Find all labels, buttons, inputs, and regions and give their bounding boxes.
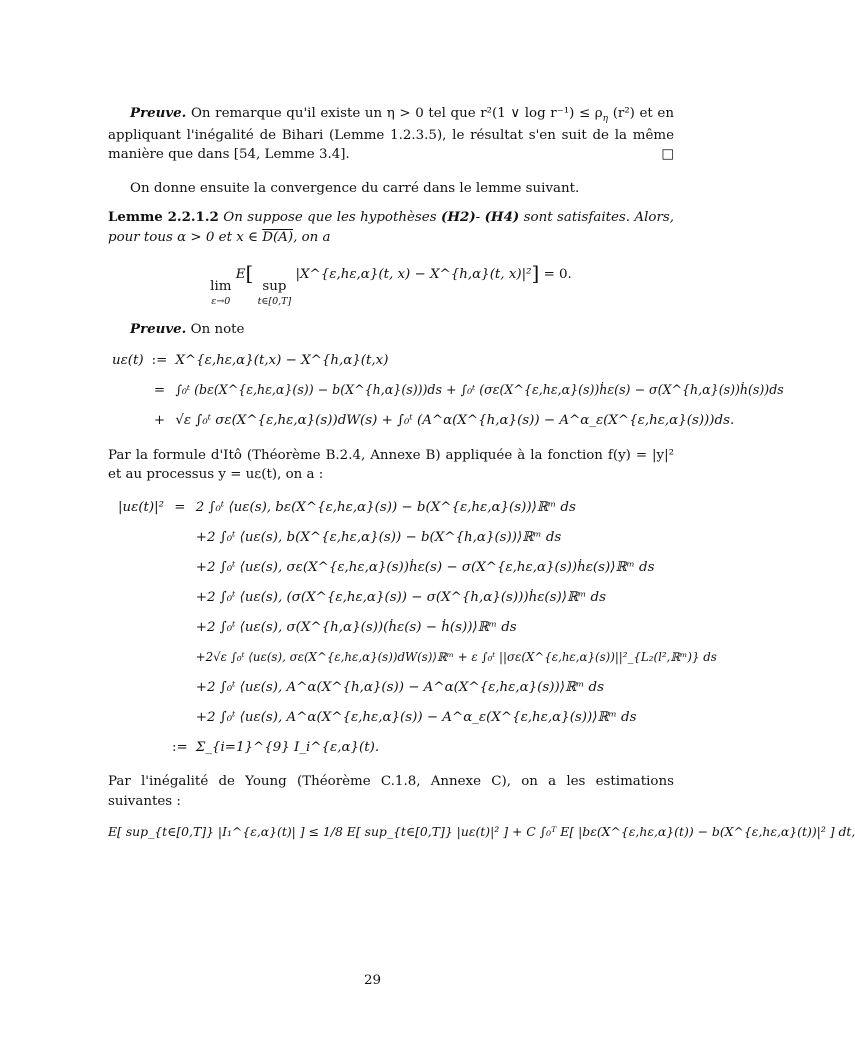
young-estimate-equation: E[ sup_{t∈[0,T]} |I₁^{ε,α}(t)| ] ≤ 1/8 E[ sup_{t∈[0,T]} |uε(t)|² ] + C ∫₀ᵀ E[ |bε(X^{ε,hε,α}(t)) − b(X^{ε,hε,α}(t))|² ] dt, <box>108 824 855 840</box>
ito-expansion-equation <box>108 492 721 762</box>
hypothesis-h4: (H4) <box>484 209 520 226</box>
def-line-3: √ε ∫₀ᵗ σε(X^{ε,hε,α}(s))dW(s) + ∫₀ᵗ (A^α(X^{h,α}(s)) − A^α_ε(X^{ε,hε,α}(s)))ds. <box>175 412 735 428</box>
ito-sum: Σ_{i=1}^{9} I_i^{ε,α}(t). <box>195 739 380 755</box>
proof-text-a: On remarque qu'il existe un η > 0 tel que r²(1 ∨ log r⁻¹) ≤ ρ <box>190 106 603 121</box>
lemma-display-rhs: = 0. <box>543 267 572 283</box>
proof-label-2: Preuve. <box>130 321 187 338</box>
ito-term-8: +2 ∫₀ᵗ ⟨uε(s), A^α(X^{ε,hε,α}(s)) − A^α_ε(X^{ε,hε,α}(s))⟩ℝᵐ ds <box>195 709 637 725</box>
page-body <box>108 104 855 841</box>
ito-lhs: |uε(t)|² <box>118 499 165 515</box>
intro-paragraph: On donne ensuite la convergence du carré dans le lemme suivant. <box>130 180 580 196</box>
sup-operator: sup <box>262 279 287 295</box>
def-operator: := <box>151 352 168 368</box>
lemma-statement <box>108 208 674 247</box>
proof-paragraph-2 <box>108 320 674 339</box>
hypothesis-h2: (H2) <box>441 209 476 226</box>
lemma-display-equation: lim ε→0 E[ sup t∈[0,T] |X^{ε,hε,α}(t, x) − X^{h,α}(t, x)|²] = 0. <box>210 261 572 307</box>
domain-closure: D(A) <box>262 229 294 245</box>
proof-text-2: On note <box>190 322 245 338</box>
ito-term-5: +2 ∫₀ᵗ ⟨uε(s), σ(X^{h,α}(s))(ḣε(s) − ḣ(s))⟩ℝᵐ ds <box>195 619 517 635</box>
expectation-symbol: E <box>235 267 246 283</box>
sum-def-operator: := <box>172 739 188 755</box>
sup-subscript: t∈[0,T] <box>257 295 292 307</box>
lim-operator: lim <box>210 279 232 295</box>
lemma-label: Lemme 2.2.1.2 <box>108 209 219 226</box>
lemma-text-c: , on a <box>293 229 331 245</box>
qed-symbol: □ <box>661 147 674 163</box>
u-lhs: uε(t) <box>112 352 144 368</box>
lemma-display-body: |X^{ε,hε,α}(t, x) − X^{h,α}(t, x)|² <box>295 267 532 283</box>
ito-term-7: +2 ∫₀ᵗ ⟨uε(s), A^α(X^{h,α}(s)) − A^α(X^{ε,hε,α}(s))⟩ℝᵐ ds <box>195 679 604 695</box>
young-paragraph: Par l'inégalité de Young (Théorème C.1.8, Annexe C), on a les estimations suivantes : <box>108 774 674 809</box>
ito-term-4: +2 ∫₀ᵗ ⟨uε(s), (σ(X^{ε,hε,α}(s)) − σ(X^{h,α}(s)))ḣε(s)⟩ℝᵐ ds <box>195 589 606 605</box>
lim-subscript: ε→0 <box>211 295 231 307</box>
proof-text-b: (r²) et en appliquant l'inégalité de Bihari (Lemme 1.2.3.5), le résultat s'en suit de la même manière que dans [54, Lemme 3.4]. <box>108 106 674 163</box>
proof-label: Preuve. <box>130 105 187 121</box>
proof-paragraph-1: Preuve. On remarque qu'il existe un η > 0 tel que r²(1 ∨ $\log r^{-1}) \le \rho_\eta$ (r²) et en appliquant l'inégalité de Bihari (Lemme 1.2.3.5), le résultat s'en suit de la même manière que dans [54, Lemme 3.4]. □ <box>108 104 674 165</box>
lemma-text-b: sont satisfaites. Alors, pour tous α > 0 et x ∈ <box>108 210 674 245</box>
lemma-dash: - <box>475 210 481 226</box>
ito-term-6: +2√ε ∫₀ᵗ ⟨uε(s), σε(X^{ε,hε,α}(s))dW(s)⟩ℝᵐ + ε ∫₀ᵗ ||σε(X^{ε,hε,α}(s))||²_{L₂(l²,ℝᵐ)} ds <box>195 649 717 664</box>
ito-paragraph: Par la formule d'Itô (Théorème B.2.4, Annexe B) appliquée à la fonction f(y) = |y|² et au processus y = uε(t), on a : <box>108 447 674 483</box>
definition-u-equation <box>108 346 788 436</box>
plus-operator: + <box>153 412 166 428</box>
def-line-2: ∫₀ᵗ (bε(X^{ε,hε,α}(s)) − b(X^{h,α}(s)))ds + ∫₀ᵗ (σε(X^{ε,hε,α}(s))ḣε(s) − σ(X^{h,α}(s))ḣ(s))ds <box>175 382 784 398</box>
ito-eq-operator: = <box>174 499 186 515</box>
eq-operator: = <box>153 382 166 398</box>
ito-term-1: 2 ∫₀ᵗ ⟨uε(s), bε(X^{ε,hε,α}(s)) − b(X^{ε,hε,α}(s))⟩ℝᵐ ds <box>195 499 576 515</box>
ito-term-2: +2 ∫₀ᵗ ⟨uε(s), b(X^{ε,hε,α}(s)) − b(X^{h,α}(s))⟩ℝᵐ ds <box>195 529 562 545</box>
page-number: 29 <box>363 973 382 988</box>
ito-term-3: +2 ∫₀ᵗ ⟨uε(s), σε(X^{ε,hε,α}(s))ḣε(s) − σ(X^{ε,hε,α}(s))ḣε(s)⟩ℝᵐ ds <box>195 559 655 575</box>
lemma-text-a: On suppose que les hypothèses <box>223 210 437 226</box>
def-line-1: X^{ε,hε,α}(t,x) − X^{h,α}(t,x) <box>175 352 389 368</box>
